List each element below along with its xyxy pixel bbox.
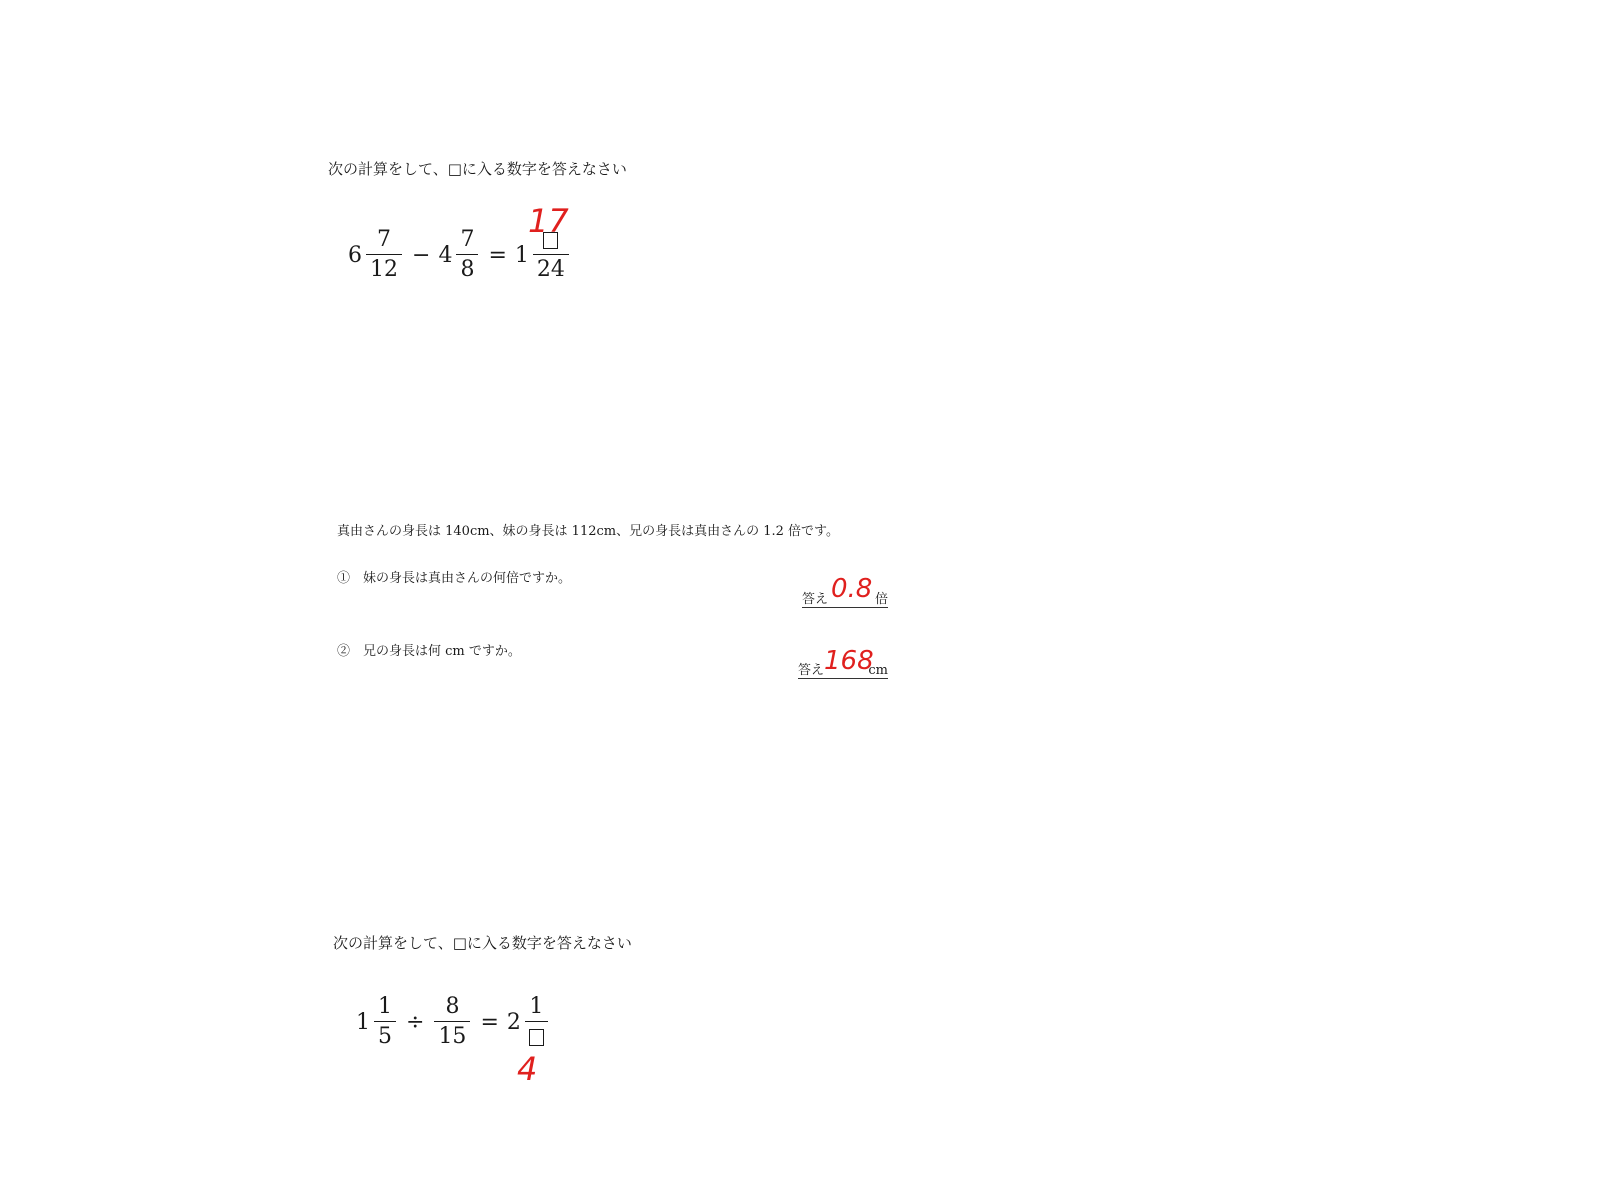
handwritten-answer-q2: 168: [824, 646, 874, 676]
denominator: 24: [533, 254, 569, 282]
answer-label: 答え: [802, 592, 829, 607]
handwritten-answer-2: 4: [517, 1050, 538, 1088]
equals-sign: =: [488, 242, 507, 268]
numerator: 7: [460, 227, 475, 252]
denominator-blank: [525, 1021, 548, 1049]
blank-box-icon: [529, 1029, 544, 1046]
fraction: [434, 995, 470, 1049]
minus-sign: −: [412, 242, 431, 268]
whole-part: 1: [356, 1009, 370, 1035]
numerator: 1: [529, 994, 544, 1019]
numerator: 7: [377, 227, 391, 252]
answer-label: 答え: [798, 663, 825, 678]
word-problem: 真由さんの身長は 140cm、妹の身長は 112cm、兄の身長は真由さんの 1.2 倍です。: [337, 524, 840, 539]
numerator: 8: [445, 994, 460, 1019]
numerator: 1: [378, 994, 392, 1019]
handwritten-answer-q1: 0.8: [831, 574, 873, 604]
whole-part: 4: [438, 242, 453, 268]
whole-part: 6: [348, 242, 362, 268]
denominator: 12: [366, 254, 402, 282]
handwritten-answer-1: 17: [528, 202, 569, 240]
whole-part: 1: [514, 242, 529, 268]
whole-part: 2: [506, 1009, 521, 1035]
instruction-1: 次の計算をして、□に入る数字を答えなさい: [328, 160, 627, 178]
denominator: 8: [456, 254, 478, 282]
answer-unit: 倍: [874, 592, 888, 607]
denominator: 5: [374, 1021, 396, 1049]
equals-sign: =: [480, 1009, 499, 1035]
fraction: [374, 995, 396, 1049]
answer-unit: cm: [868, 663, 888, 678]
instruction-2: 次の計算をして、□に入る数字を答えなさい: [333, 934, 632, 952]
question-1: ① 妹の身長は真由さんの何倍ですか。: [337, 571, 572, 586]
fraction: [366, 228, 402, 282]
divide-sign: ÷: [406, 1009, 425, 1035]
question-2: ② 兄の身長は何 cm ですか。: [337, 644, 521, 659]
equation-2: [356, 995, 550, 1049]
denominator: 15: [434, 1021, 470, 1049]
fraction: [456, 228, 478, 282]
fraction: [525, 995, 548, 1049]
